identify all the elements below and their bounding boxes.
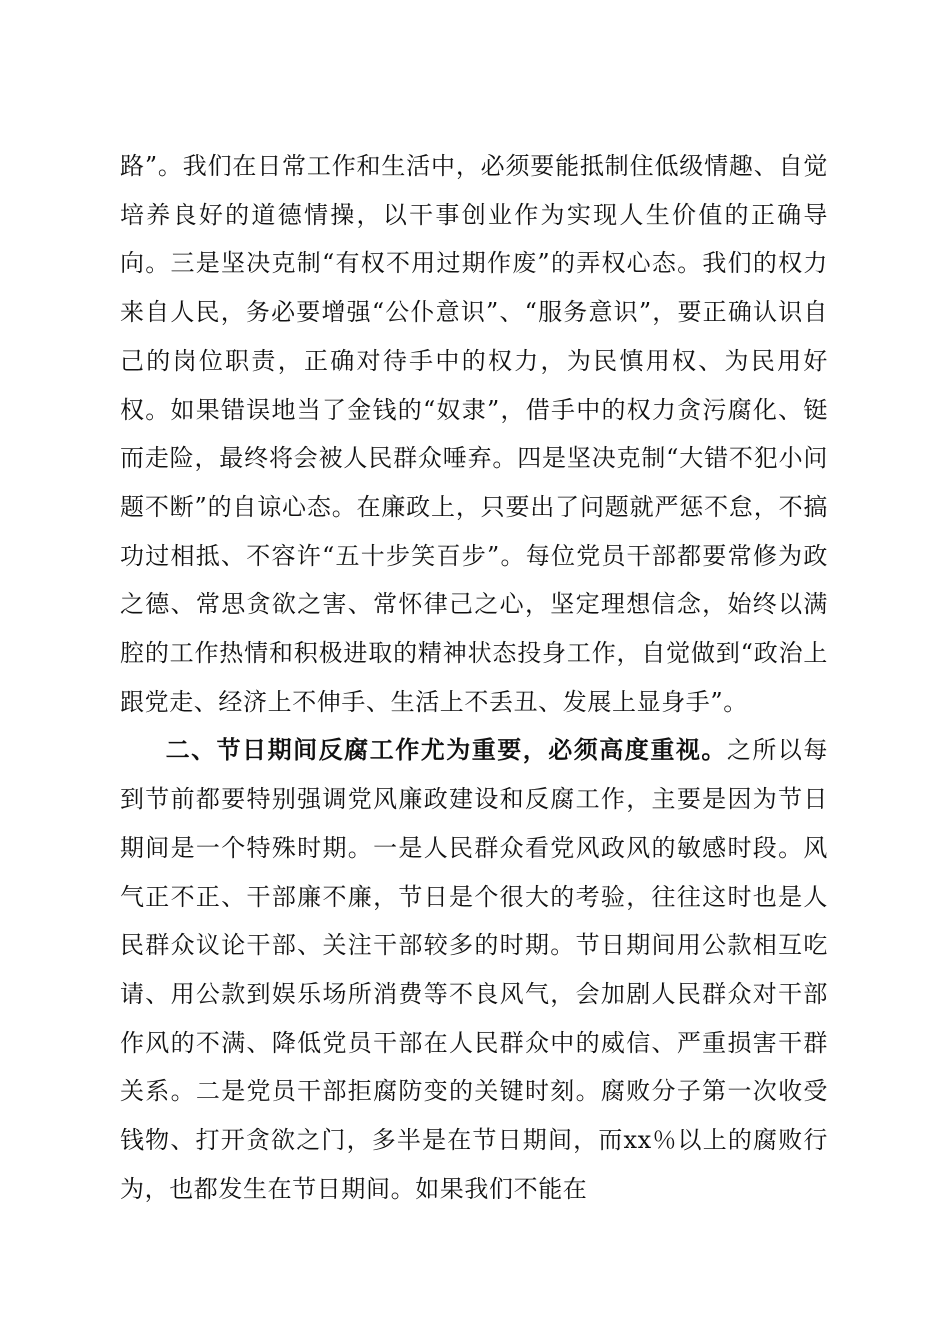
paragraph-2-body: 之所以每到节前都要特别强调党风廉政建设和反腐工作，主要是因为节日期间是一个特殊时期。一是人民群众看党风政风的敏感时段。风气正不正、干部廉不廉，节日是个很大的考验，往往这时也是人民群众议论干部、关注干部较多的时期。节日期间用公款相互吃请、用公款到娱乐场所消费等不良风气，会加剧人民群众对干部作风的不满、降低党员干部在人民群众中的威信、严重损害干群关系。二是党员干部拒腐防变的关键时刻。腐败分子第一次收受钱物、打开贪欲之门，多半是在节日期间，而xx％以上的腐败行为，也都发生在节日期间。如果我们不能在: [120, 736, 828, 1203]
section-heading-2: 二、节日期间反腐工作尤为重要，必须高度重视。: [165, 736, 727, 765]
paragraph-2: [120, 726, 828, 1213]
paragraph-1: 路”。我们在日常工作和生活中，必须要能抵制住低级情趣、自觉培养良好的道德情操，以干事创业作为实现人生价值的正确导向。三是坚决克制“有权不用过期作废”的弄权心态。我们的权力来自人民，务必要增强“公仆意识”、“服务意识”，要正确认识自己的岗位职责，正确对待手中的权力，为民慎用权、为民用好权。如果错误地当了金钱的“奴隶”，借手中的权力贪污腐化、铤而走险，最终将会被人民群众唾弃。四是坚决克制“大错不犯小问题不断”的自谅心态。在廉政上，只要出了问题就严惩不怠，不搞功过相抵、不容许“五十步笑百步”。每位党员干部都要常修为政之德、常思贪欲之害、常怀律己之心，坚定理想信念，始终以满腔的工作热情和积极进取的精神状态投身工作，自觉做到“政治上跟党走、经济上不伸手、生活上不丢丑、发展上显身手”。: [120, 152, 828, 716]
document-body: [120, 142, 828, 1213]
